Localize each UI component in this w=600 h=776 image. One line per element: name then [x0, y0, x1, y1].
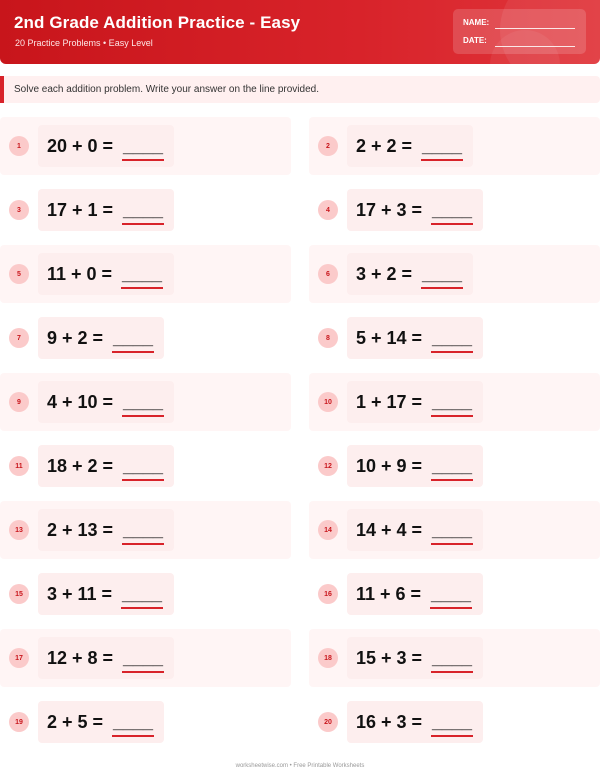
- answer-blank[interactable]: ____: [123, 456, 164, 476]
- answer-underline: [431, 415, 473, 417]
- problem-expression: 2 + 13 =: [47, 520, 114, 540]
- problem-expression: 12 + 8 =: [47, 648, 114, 668]
- problem-number-badge: 13: [9, 520, 29, 540]
- answer-blank[interactable]: ____: [432, 456, 473, 476]
- problem-number-badge: 10: [318, 392, 338, 412]
- answer-underline: [431, 223, 473, 225]
- answer-underline: [421, 287, 463, 289]
- answer-underline: [431, 351, 473, 353]
- answer-blank[interactable]: ____: [123, 648, 164, 668]
- problem-number-badge: 20: [318, 712, 338, 732]
- answer-underline: [430, 607, 472, 609]
- problem-expression: 5 + 14 =: [356, 328, 423, 348]
- problem-number-badge: 3: [9, 200, 29, 220]
- problem-expression: 14 + 4 =: [356, 520, 423, 540]
- problem-number-badge: 11: [9, 456, 29, 476]
- answer-underline: [122, 415, 164, 417]
- answer-blank[interactable]: ____: [113, 712, 154, 732]
- problem-number-badge: 4: [318, 200, 338, 220]
- problem-number-badge: 1: [9, 136, 29, 156]
- answer-underline: [112, 351, 154, 353]
- answer-blank[interactable]: ____: [123, 520, 164, 540]
- problem-number-badge: 5: [9, 264, 29, 284]
- answer-blank[interactable]: ____: [432, 392, 473, 412]
- problem-number-badge: 14: [318, 520, 338, 540]
- problem-expression: 3 + 11 =: [47, 584, 113, 604]
- answer-blank[interactable]: ____: [123, 392, 164, 412]
- problem-number-badge: 18: [318, 648, 338, 668]
- answer-underline: [431, 543, 473, 545]
- problem-number-badge: 7: [9, 328, 29, 348]
- problem-expression: 9 + 2 =: [47, 328, 104, 348]
- problem-number-badge: 8: [318, 328, 338, 348]
- problem-expression: 2 + 5 =: [47, 712, 104, 732]
- answer-blank[interactable]: ____: [122, 264, 163, 284]
- problem-expression: 15 + 3 =: [356, 648, 423, 668]
- answer-underline: [122, 159, 164, 161]
- answer-underline: [122, 223, 164, 225]
- answer-underline: [121, 607, 163, 609]
- answer-blank[interactable]: ____: [422, 264, 463, 284]
- page-subtitle: 20 Practice Problems • Easy Level: [15, 38, 153, 48]
- answer-underline: [421, 159, 463, 161]
- name-label: NAME:: [463, 18, 490, 27]
- answer-underline: [121, 287, 163, 289]
- date-label: DATE:: [463, 36, 487, 45]
- answer-blank[interactable]: ____: [122, 584, 163, 604]
- name-date-box: [453, 9, 586, 54]
- answer-blank[interactable]: ____: [123, 136, 164, 156]
- answer-blank[interactable]: ____: [432, 712, 473, 732]
- answer-underline: [431, 735, 473, 737]
- answer-blank[interactable]: ____: [422, 136, 463, 156]
- problem-number-badge: 17: [9, 648, 29, 668]
- problem-expression: 2 + 2 =: [356, 136, 413, 156]
- page-title: 2nd Grade Addition Practice - Easy: [14, 13, 301, 32]
- problem-number-badge: 2: [318, 136, 338, 156]
- instructions-text: Solve each addition problem. Write your answer on the line provided.: [14, 84, 319, 95]
- problem-expression: 16 + 3 =: [356, 712, 423, 732]
- problem-expression: 10 + 9 =: [356, 456, 423, 476]
- answer-blank[interactable]: ____: [432, 648, 473, 668]
- answer-blank[interactable]: ____: [432, 328, 473, 348]
- answer-blank[interactable]: ____: [113, 328, 154, 348]
- problem-expression: 3 + 2 =: [356, 264, 413, 284]
- problem-expression: 11 + 6 =: [356, 584, 422, 604]
- answer-underline: [122, 543, 164, 545]
- problem-number-badge: 9: [9, 392, 29, 412]
- problem-number-badge: 15: [9, 584, 29, 604]
- answer-blank[interactable]: ____: [432, 200, 473, 220]
- problem-number-badge: 12: [318, 456, 338, 476]
- worksheet-header: [0, 0, 600, 64]
- answer-blank[interactable]: ____: [123, 200, 164, 220]
- answer-underline: [431, 479, 473, 481]
- problem-expression: 18 + 2 =: [47, 456, 114, 476]
- problem-expression: 17 + 1 =: [47, 200, 114, 220]
- problem-expression: 17 + 3 =: [356, 200, 423, 220]
- problem-expression: 11 + 0 =: [47, 264, 113, 284]
- footer-text: worksheetwise.com • Free Printable Worksheets: [235, 763, 365, 769]
- answer-underline: [112, 735, 154, 737]
- problem-number-badge: 19: [9, 712, 29, 732]
- problem-number-badge: 6: [318, 264, 338, 284]
- answer-blank[interactable]: ____: [432, 520, 473, 540]
- date-line[interactable]: [495, 46, 575, 47]
- name-line[interactable]: [495, 28, 575, 29]
- answer-underline: [122, 671, 164, 673]
- answer-underline: [431, 671, 473, 673]
- answer-underline: [122, 479, 164, 481]
- problem-expression: 20 + 0 =: [47, 136, 114, 156]
- instructions-bar: [0, 76, 600, 103]
- answer-blank[interactable]: ____: [431, 584, 472, 604]
- problem-expression: 1 + 17 =: [356, 392, 423, 412]
- problem-expression: 4 + 10 =: [47, 392, 114, 412]
- problem-number-badge: 16: [318, 584, 338, 604]
